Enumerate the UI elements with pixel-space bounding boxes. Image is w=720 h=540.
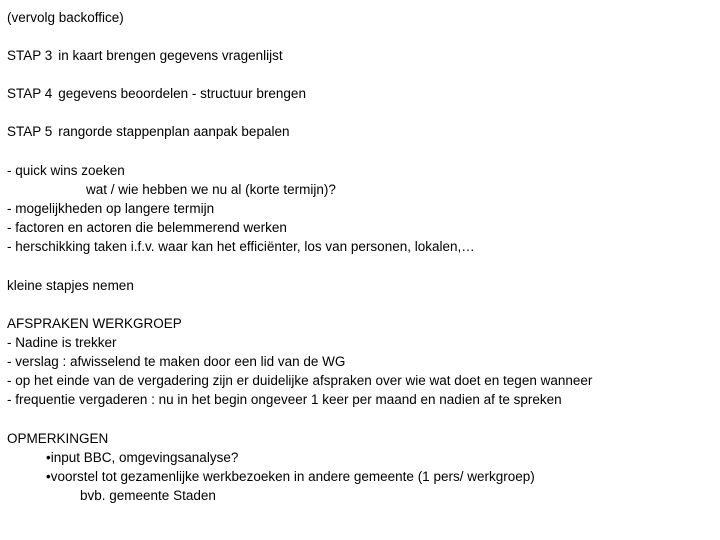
step-4-label: STAP 4 [7, 86, 53, 101]
afspraken-title: AFSPRAKEN WERKGROEP [7, 316, 182, 331]
afspraken-item-2: - verslag : afwisselend te maken door een lid van de WG [7, 354, 346, 369]
note-text: kleine stapjes nemen [7, 278, 134, 293]
opmerkingen-item-1: •input BBC, omgevingsanalyse? [46, 450, 239, 465]
opmerkingen-title: OPMERKINGEN [7, 431, 109, 446]
step-4-text: gegevens beoordelen - structuur brengen [58, 86, 306, 101]
list1-item-1: - quick wins zoeken [7, 163, 125, 178]
step-5-text: rangorde stappenplan aanpak bepalen [58, 124, 290, 139]
header-text: (vervolg backoffice) [7, 10, 124, 25]
step-4 [7, 85, 306, 102]
afspraken-item-3: - op het einde van de vergadering zijn er duidelijke afspraken over wie wat doet en tegen wanneer [7, 373, 593, 388]
list1-sub-item: wat / wie hebben we nu al (korte termijn)? [86, 182, 336, 197]
step-3 [7, 47, 283, 64]
step-3-label: STAP 3 [7, 48, 53, 63]
list1-item-4: - herschikking taken i.f.v. waar kan het efficiënter, los van personen, lokalen,… [7, 239, 475, 254]
opmerkingen-item-2: •voorstel tot gezamenlijke werkbezoeken in andere gemeente (1 pers/ werkgroep) [46, 469, 535, 484]
afspraken-item-4: - frequentie vergaderen : nu in het begin ongeveer 1 keer per maand en nadien af te spreken [7, 392, 562, 407]
step-5-label: STAP 5 [7, 124, 53, 139]
step-5 [7, 123, 289, 140]
list1-item-2: - mogelijkheden op langere termijn [7, 201, 215, 216]
afspraken-item-1: - Nadine is trekker [7, 335, 117, 350]
list1-item-3: - factoren en actoren die belemmerend werken [7, 220, 287, 235]
opmerkingen-sub: bvb. gemeente Staden [80, 488, 216, 503]
step-3-text: in kaart brengen gegevens vragenlijst [58, 48, 283, 63]
